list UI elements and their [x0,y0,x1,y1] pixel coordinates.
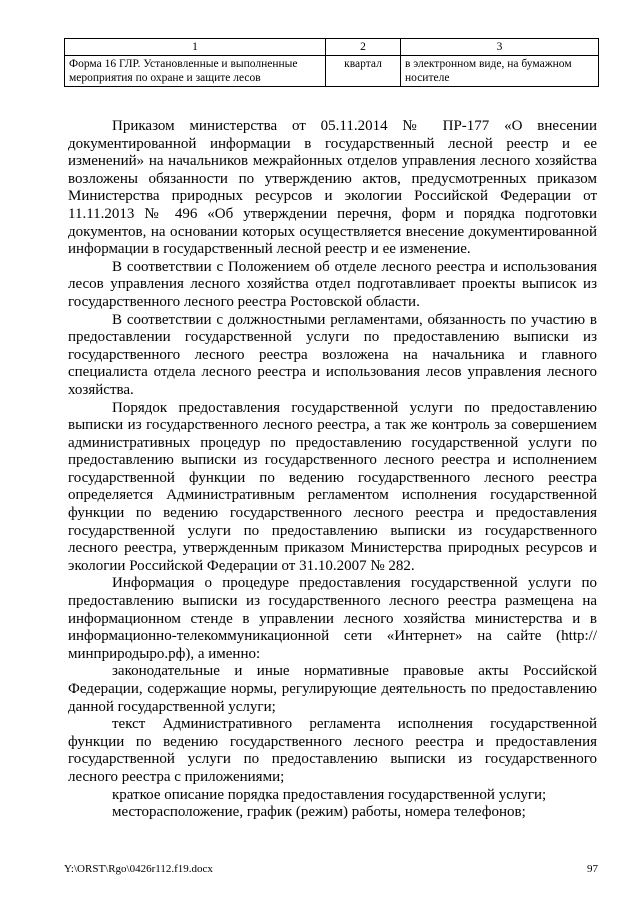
list-item: краткое описание порядка предоставления государственной услуги; [112,786,547,803]
paragraph: Информация о процедуре предоставления государственной услуги по предоставлению выписки из государственного лесного реестра размещена на информационном стенде в управлении лесного хозяйства министерства и в информационно-телекоммуникационной сети «Интернет» на сайте (http://минприродыро.рф), а именно: [68,575,597,662]
list-item: месторасположение, график (режим) работы, номера телефонов; [112,804,526,821]
forms-table [64,38,599,87]
footer-page-number: 97 [587,863,598,875]
list-item: законодательные и иные нормативные правовые акты Российской Федерации, содержащие нормы, регулирующие деятельность по предоставлению данной государственной услуги; [68,663,597,715]
paragraph: Приказом министерства от 05.11.2014 № ПР-177 «О внесении документированной информации в государственный лесной реестр и ее изменений» на начальников межрайонных отделов управления лесного хозяйства возложены обязанности по утверждению актов, предусмотренных приказом Министерства природных ресурсов и экологии Российской Федерации от 11.11.2013 № 496 «Об утверждении перечня, форм и порядка подготовки документов, на основании которых осуществляется внесение документированной информации в государственный лесной реестр и ее изменение. [68,118,597,258]
table-header-cell-3: 3 [401,39,599,56]
list-item: текст Административного регламента исполнения государственной функции по ведению государственного лесного реестра и предоставления государственной услуги по предоставлению выписки из государственного лесного реестра с приложениями; [68,716,597,785]
paragraph: В соответствии с Положением об отделе лесного реестра и использования лесов управления лесного хозяйства отдел подготавливает проекты выписок из государственного лесного реестра Ростовской области. [68,258,597,310]
table-cell-form: Форма 16 ГЛР. Установленные и выполненные мероприятия по охране и защите лесов [65,56,326,87]
paragraph: Порядок предоставления государственной услуги по предоставлению выписки из государственного лесного реестра, а так же контроль за совершением административных процедур по предоставлению государственной услуги по предоставлению выписки из государственного лесного реестра и исполнением государственной функции по ведению государственного лесного реестра определяется Административным регламентом исполнения государственной функции по ведению государственного лесного реестра и предоставления государственной услуги по предоставлению выписки из государственного лесного реестра, утвержденным приказом Министерства природных ресурсов и экологии Российской Федерации от 31.10.2007 № 282. [68,399,597,574]
table-cell-format: в электронном виде, на бумажном носителе [401,56,599,87]
table-header-cell-2: 2 [326,39,401,56]
footer-file-path: Y:\ORST\Rgo\0426r112.f19.docx [64,863,213,875]
table-header-cell-1: 1 [65,39,326,56]
table-row [65,56,599,87]
document-body [68,118,597,822]
table-cell-period: квартал [326,56,401,87]
table-header-row [65,39,599,56]
paragraph: В соответствии с должностными регламентами, обязанность по участию в предоставлении государственной услуги по предоставлению выписки из государственного лесного реестра возложена на начальника и главного специалиста отдела лесного реестра и использования лесов управления лесного хозяйства. [68,311,597,398]
